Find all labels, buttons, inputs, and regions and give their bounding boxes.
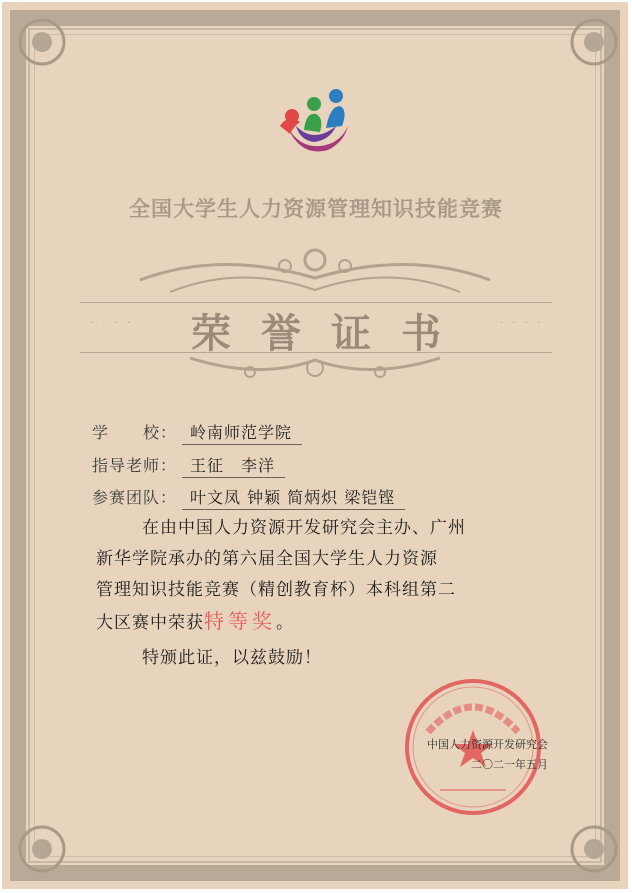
corner-flourish-bottom-left <box>12 819 72 879</box>
body-line-award <box>96 606 546 639</box>
school-label: 学 校： <box>92 423 178 442</box>
advisor-value: 王征 李洋 <box>182 453 285 478</box>
advisor-label: 指导老师： <box>92 456 178 475</box>
team-label: 参赛团队： <box>92 488 178 507</box>
certificate-body <box>96 513 546 674</box>
corner-flourish-top-left <box>12 12 72 72</box>
award-suffix: 。 <box>276 613 294 633</box>
team-value: 叶文凤 钟颖 简炳炽 梁铠铿 <box>182 485 405 510</box>
issuer-name: 中国人力资源开发研究会 <box>427 738 548 751</box>
competition-logo-icon <box>270 86 358 160</box>
body-line: 新华学院承办的第六届全国大学生人力资源 <box>96 549 438 569</box>
competition-title: 全国大学生人力资源管理知识技能竞赛 <box>129 197 503 221</box>
closing-text: 特颁此证，以兹鼓励！ <box>142 648 322 668</box>
corner-flourish-bottom-right <box>564 819 624 879</box>
title-ornament-top <box>100 240 530 304</box>
school-value: 岭南师范学院 <box>182 420 302 445</box>
title-ornament-bottom <box>100 344 530 384</box>
issuer-block <box>388 735 548 775</box>
body-line: 大区赛中荣获 <box>96 613 204 633</box>
dots-left: · · · · <box>90 318 134 329</box>
certificate-title: 荣誉证书 <box>191 311 471 357</box>
body-line: 管理知识技能竞赛（精创教育杯）本科组第二 <box>96 580 456 600</box>
dots-right: · · · · <box>500 318 544 329</box>
issue-date: 二〇二一年五月 <box>471 758 548 771</box>
award-name: 特等奖 <box>204 609 276 633</box>
corner-flourish-top-right <box>564 12 624 72</box>
body-line: 在由中国人力资源开发研究会主办、广州 <box>142 518 466 538</box>
